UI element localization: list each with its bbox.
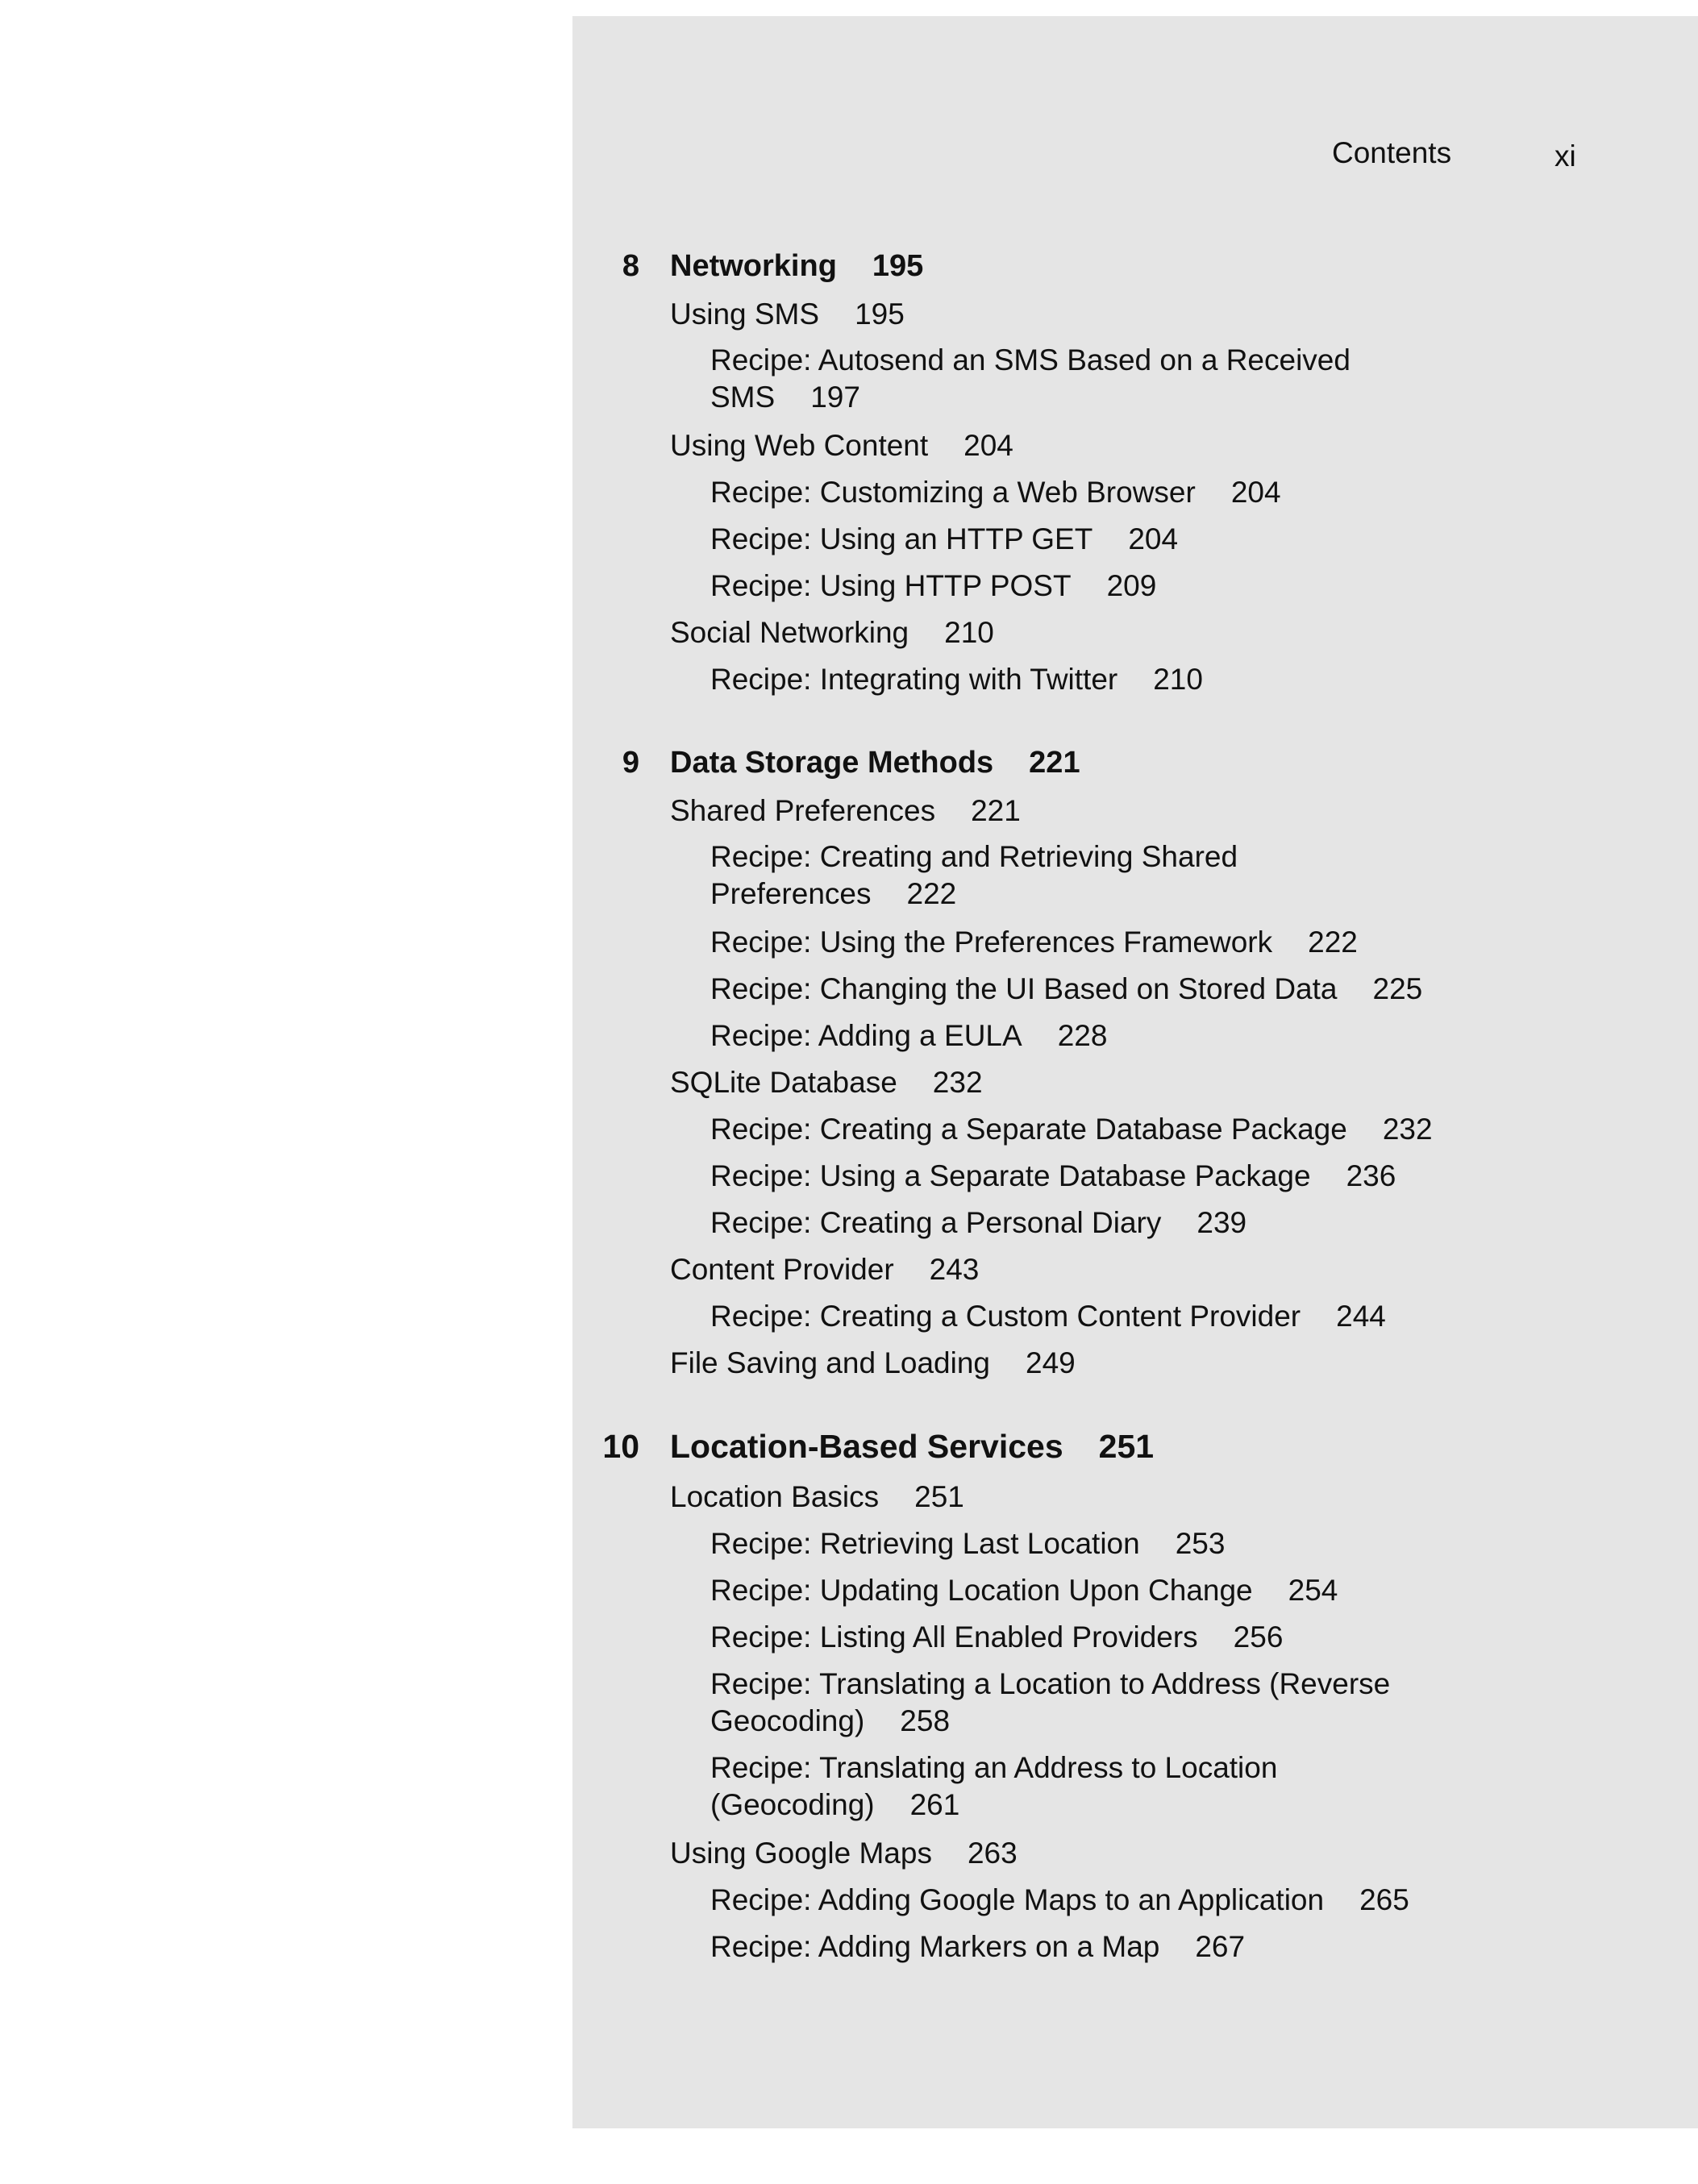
entry-text: Recipe: Adding a EULA (710, 1019, 1022, 1052)
entry-page: 263 (967, 1837, 1018, 1870)
entry-text: Recipe: Translating an Address to Location (Geocoding) (710, 1751, 1278, 1821)
toc-entry-section[interactable] (670, 1479, 964, 1516)
toc-entry-recipe[interactable] (710, 1928, 1436, 1966)
entry-page: 239 (1197, 1206, 1247, 1239)
entry-page: 222 (906, 877, 957, 910)
entry-page: 267 (1195, 1930, 1246, 1963)
entry-page: 232 (1382, 1113, 1433, 1146)
entry-text: Recipe: Creating and Retrieving Shared Preferences (710, 840, 1238, 910)
toc-entry-recipe[interactable] (710, 838, 1291, 913)
entry-text: Recipe: Changing the UI Based on Stored Data (710, 972, 1338, 1005)
toc-entry-recipe[interactable] (710, 1298, 1436, 1335)
entry-text: Location Basics (670, 1480, 880, 1513)
entry-text: Recipe: Customizing a Web Browser (710, 476, 1196, 509)
entry-page: 243 (929, 1253, 980, 1286)
chapter-title-text: Location-Based Services (670, 1428, 1063, 1465)
entry-page: 209 (1106, 569, 1157, 602)
toc-entry-recipe[interactable] (710, 521, 1436, 558)
toc-entry-recipe[interactable] (710, 1204, 1436, 1242)
toc-entry-recipe[interactable] (710, 474, 1436, 511)
entry-page: 228 (1057, 1019, 1108, 1052)
entry-text: Shared Preferences (670, 794, 936, 827)
toc-entry-recipe[interactable] (710, 1017, 1436, 1055)
toc-entry-recipe[interactable] (710, 1882, 1436, 1919)
entry-text: Using SMS (670, 297, 820, 331)
entry-text: Recipe: Autosend an SMS Based on a Received SMS (710, 343, 1350, 414)
toc-entry-recipe[interactable] (710, 1525, 1436, 1562)
entry-page: 251 (914, 1480, 964, 1513)
chapter-title[interactable] (670, 1429, 1154, 1464)
entry-page: 204 (1230, 476, 1281, 509)
toc-entry-recipe[interactable] (710, 1572, 1436, 1609)
entry-text: Recipe: Using an HTTP GET (710, 522, 1093, 555)
entry-page: 254 (1288, 1574, 1338, 1607)
entry-page: 210 (1153, 663, 1203, 696)
chapter-number: 8 (622, 249, 639, 283)
entry-text: File Saving and Loading (670, 1346, 991, 1379)
entry-page: 204 (963, 429, 1013, 462)
entry-page: 265 (1359, 1883, 1409, 1916)
entry-text: Social Networking (670, 616, 909, 649)
entry-page: 249 (1026, 1346, 1076, 1379)
entry-text: Recipe: Listing All Enabled Providers (710, 1620, 1198, 1654)
chapter-number: 9 (622, 746, 639, 780)
entry-page: 261 (909, 1788, 960, 1821)
toc-entry-section[interactable] (670, 1835, 1018, 1872)
chapter-page: 221 (1029, 746, 1080, 780)
entry-text: Using Google Maps (670, 1837, 932, 1870)
entry-page: 232 (932, 1066, 983, 1099)
toc-entry-recipe[interactable] (710, 971, 1436, 1008)
entry-page: 225 (1372, 972, 1423, 1005)
entry-text: Recipe: Creating a Personal Diary (710, 1206, 1162, 1239)
toc-entry-section[interactable] (670, 1251, 979, 1288)
chapter-title-text: Networking (670, 249, 837, 283)
toc-entry-recipe[interactable] (710, 661, 1436, 698)
chapter-title-text: Data Storage Methods (670, 746, 994, 780)
chapter-page: 251 (1098, 1428, 1155, 1465)
entry-page: 258 (900, 1704, 951, 1737)
entry-text: SQLite Database (670, 1066, 897, 1099)
entry-page: 197 (810, 381, 860, 414)
entry-page: 221 (971, 794, 1021, 827)
toc-entry-recipe[interactable] (710, 1158, 1436, 1195)
toc-entry-section[interactable] (670, 296, 905, 333)
entry-text: Recipe: Adding Markers on a Map (710, 1930, 1160, 1963)
toc-entry-recipe[interactable] (710, 1749, 1323, 1824)
entry-text: Using Web Content (670, 429, 929, 462)
chapter-title[interactable] (670, 745, 1080, 780)
page-number: xi (1554, 139, 1576, 173)
entry-page: 195 (855, 297, 905, 331)
entry-text: Recipe: Creating a Separate Database Package (710, 1113, 1347, 1146)
entry-page: 244 (1336, 1300, 1386, 1333)
toc-entry-recipe[interactable] (710, 342, 1371, 416)
entry-page: 256 (1233, 1620, 1284, 1654)
entry-text: Recipe: Using HTTP POST (710, 569, 1072, 602)
toc-entry-section[interactable] (670, 427, 1013, 464)
chapter-page: 195 (872, 249, 924, 283)
entry-page: 210 (944, 616, 994, 649)
entry-text: Recipe: Retrieving Last Location (710, 1527, 1140, 1560)
entry-text: Recipe: Updating Location Upon Change (710, 1574, 1253, 1607)
entry-text: Recipe: Creating a Custom Content Provider (710, 1300, 1301, 1333)
toc-entry-section[interactable] (670, 1064, 983, 1101)
toc-entry-section[interactable] (670, 1345, 1076, 1382)
entry-page: 222 (1308, 926, 1358, 959)
toc-entry-section[interactable] (670, 614, 994, 651)
chapter-number: 10 (602, 1428, 639, 1465)
toc-entry-recipe[interactable] (710, 924, 1436, 961)
toc-entry-recipe[interactable] (710, 568, 1436, 605)
entry-page: 236 (1346, 1159, 1396, 1192)
entry-page: 253 (1175, 1527, 1226, 1560)
toc-entry-section[interactable] (670, 792, 1021, 830)
entry-text: Content Provider (670, 1253, 894, 1286)
entry-text: Recipe: Using a Separate Database Package (710, 1159, 1311, 1192)
entry-text: Recipe: Adding Google Maps to an Application (710, 1883, 1325, 1916)
toc-entry-recipe[interactable] (710, 1666, 1404, 1740)
entry-text: Recipe: Integrating with Twitter (710, 663, 1118, 696)
entry-text: Recipe: Using the Preferences Framework (710, 926, 1273, 959)
toc-entry-recipe[interactable] (710, 1619, 1436, 1656)
chapter-title[interactable] (670, 248, 923, 284)
running-head: Contents (1332, 136, 1452, 169)
entry-text: Recipe: Translating a Location to Address (Reverse Geocoding) (710, 1667, 1391, 1737)
entry-page: 204 (1128, 522, 1179, 555)
toc-entry-recipe[interactable] (710, 1111, 1436, 1148)
